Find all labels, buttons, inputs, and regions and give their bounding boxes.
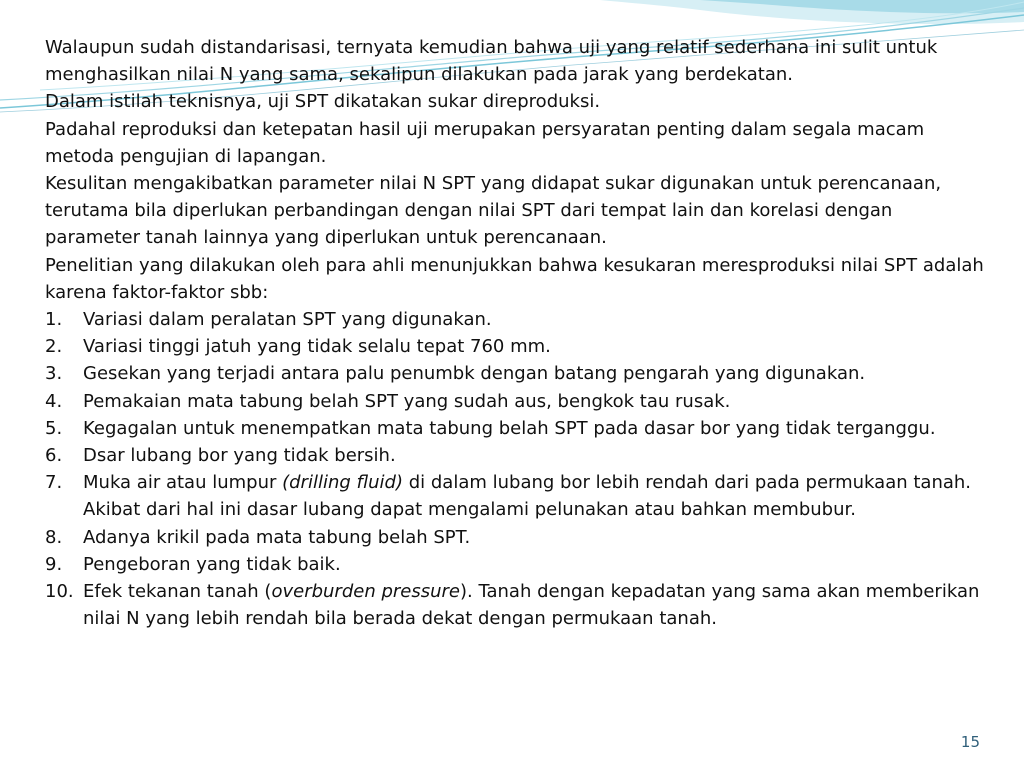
- list-text-italic: overburden pressure: [271, 581, 460, 603]
- paragraph-5: Penelitian yang dilakukan oleh para ahli menunjukkan bahwa kesukaran meresproduksi nilai SPT adalah karena faktor-faktor sbb:: [45, 254, 984, 303]
- list-item: [45, 306, 985, 333]
- list-item: [45, 388, 985, 415]
- list-number: 4.: [45, 390, 63, 412]
- list-text: Kegagalan untuk menempatkan mata tabung belah SPT pada dasar bor yang tidak terganggu.: [83, 417, 936, 439]
- list-item: [45, 415, 985, 442]
- list-number: 8.: [45, 526, 63, 548]
- list-text-pre: Muka air atau lumpur: [83, 472, 283, 494]
- list-text: Pemakaian mata tabung belah SPT yang sudah aus, bengkok tau rusak.: [83, 390, 731, 412]
- list-item: [45, 524, 985, 551]
- paragraph-2: Dalam istilah teknisnya, uji SPT dikatakan sukar direproduksi.: [45, 91, 601, 113]
- list-text: Variasi dalam peralatan SPT yang digunakan.: [83, 309, 492, 331]
- slide-body: [45, 34, 985, 632]
- paragraph-4: Kesulitan mengakibatkan parameter nilai N SPT yang didapat sukar digunakan untuk perencanaan, terutama bila diperlukan perbandingan dengan nilai SPT dari tempat lain dan korelasi dengan parameter tanah lainnya yang diperlukan untuk perencanaan.: [45, 173, 942, 249]
- list-item: [45, 578, 985, 632]
- list-number: 9.: [45, 553, 63, 575]
- list-number: 7.: [45, 472, 63, 494]
- paragraph-1: Walaupun sudah distandarisasi, ternyata kemudian bahwa uji yang relatif sederhana ini sulit untuk menghasilkan nilai N yang sama, sekalipun dilakukan pada jarak yang berdekatan.: [45, 37, 938, 86]
- list-number: 2.: [45, 336, 63, 358]
- list-text-pre: Efek tekanan tanah (: [83, 581, 272, 603]
- list-text: Adanya krikil pada mata tabung belah SPT.: [83, 526, 471, 548]
- list-text-post: di dalam lubang bor lebih rendah dari pada permukaan tanah. Akibat dari hal ini dasar lubang dapat mengalami pelunakan atau bahkan membubur.: [83, 472, 972, 521]
- list-number: 10.: [45, 581, 74, 603]
- paragraph-3: Padahal reproduksi dan ketepatan hasil uji merupakan persyaratan penting dalam segala macam metoda pengujian di lapangan.: [45, 118, 925, 167]
- list-item: [45, 360, 985, 387]
- list-text: [83, 472, 971, 520]
- list-number: 1.: [45, 309, 63, 331]
- list-text: Gesekan yang terjadi antara palu penumbk dengan batang pengarah yang digunakan.: [83, 363, 866, 385]
- list-text: Variasi tinggi jatuh yang tidak selalu tepat 760 mm.: [83, 336, 551, 358]
- list-text-post: ). Tanah dengan kepadatan yang sama akan memberikan nilai N yang lebih rendah bila berada dekat dengan permukaan tanah.: [83, 581, 980, 630]
- factor-list: [45, 306, 985, 632]
- page-number: 15: [960, 733, 980, 751]
- list-text: Pengeboran yang tidak baik.: [83, 553, 341, 575]
- list-item: [45, 333, 985, 360]
- list-number: 6.: [45, 445, 63, 467]
- list-item: [45, 442, 985, 469]
- list-text: [83, 581, 979, 629]
- list-number: 5.: [45, 417, 63, 439]
- list-text: Dsar lubang bor yang tidak bersih.: [83, 445, 396, 467]
- list-item: [45, 469, 985, 523]
- list-number: 3.: [45, 363, 63, 385]
- list-text-italic: (drilling fluid): [282, 472, 404, 494]
- list-item: [45, 551, 985, 578]
